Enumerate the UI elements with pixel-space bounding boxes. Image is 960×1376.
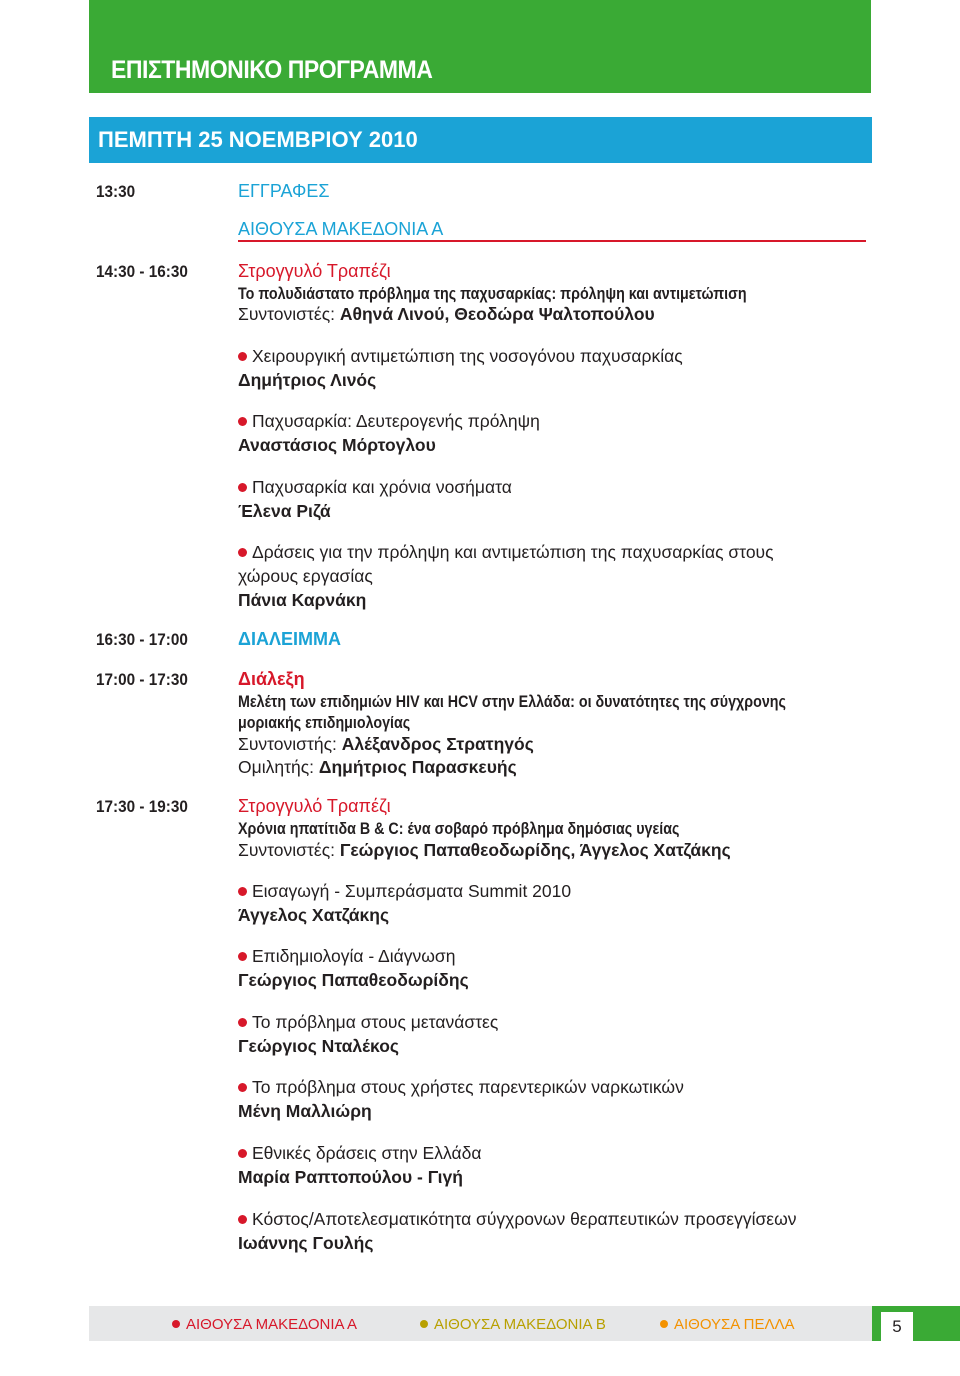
program-header-banner (89, 0, 871, 93)
talk-speaker: Ιωάννης Γουλής (238, 1233, 374, 1253)
bullet-icon (238, 1149, 247, 1158)
bullet-icon (238, 1083, 247, 1092)
legend-item-pella: ΑΙΘΟΥΣΑ ΠΕΛΛΑ (660, 1316, 795, 1333)
lecture-coordinator: Συντονιστής: Αλέξανδρος Στρατηγός (238, 734, 534, 754)
lecture-title-continued: μοριακής επιδημιολογίας (238, 713, 411, 732)
talk-title: Εισαγωγή - Συμπεράσματα Summit 2010 (238, 881, 571, 902)
talk-title: Το πρόβλημα στους χρήστες παρεντερικών ναρκωτικών (238, 1077, 684, 1098)
registration-time: 13:30 (96, 182, 136, 201)
talk-title: Εθνικές δράσεις στην Ελλάδα (238, 1143, 481, 1164)
bullet-icon (238, 952, 247, 961)
talk-title: Παχυσαρκία και χρόνια νοσήματα (238, 477, 512, 498)
lecture-time: 17:00 - 17:30 (96, 670, 188, 689)
legend-item-makedonia-b: ΑΙΘΟΥΣΑ ΜΑΚΕΔΟΝΙΑ Β (420, 1316, 606, 1333)
coordinators-label: Συντονιστές: (238, 304, 340, 324)
break-label: ΔΙΑΛΕΙΜΜΑ (238, 629, 341, 649)
bullet-icon (238, 548, 247, 557)
dot-icon (172, 1320, 180, 1328)
bullet-icon (238, 352, 247, 361)
bullet-icon (238, 1215, 247, 1224)
session2-title: Χρόνια ηπατίτιδα B & C: ένα σοβαρό πρόβλημα δημόσιας υγείας (238, 819, 680, 838)
day-header-banner (89, 117, 872, 163)
break-time: 16:30 - 17:00 (96, 630, 188, 649)
dot-icon (420, 1320, 428, 1328)
dot-icon (660, 1320, 668, 1328)
talk-speaker: Δημήτριος Λινός (238, 370, 377, 390)
bullet-icon (238, 1018, 247, 1027)
bullet-icon (238, 483, 247, 492)
session2-time: 17:30 - 19:30 (96, 797, 188, 816)
lecture-speaker: Ομιλητής: Δημήτριος Παρασκευής (238, 757, 517, 777)
talk-speaker: Έλενα Ριζά (238, 501, 331, 521)
talk-speaker: Πάνια Καρνάκη (238, 590, 367, 610)
day-title: ΠΕΜΠΤΗ 25 ΝΟΕΜΒΡΙΟΥ 2010 (98, 127, 418, 152)
talk-speaker: Γεώργιος Παπαθεοδωρίδης (238, 970, 469, 990)
talk-title: Χειρουργική αντιμετώπιση της νοσογόνου παχυσαρκίας (238, 346, 683, 367)
hall-heading-underline (238, 240, 866, 242)
talk-title: Παχυσαρκία: Δευτερογενής πρόληψη (238, 411, 540, 432)
coordinators-names: Αθηνά Λινού, Θεοδώρα Ψαλτοπούλου (339, 304, 655, 324)
registration-label: ΕΓΓΡΑΦΕΣ (238, 181, 330, 201)
talk-speaker: Μαρία Ραπτοπούλου - Γιγή (238, 1167, 463, 1187)
talk-speaker: Άγγελος Χατζάκης (238, 905, 390, 925)
session1-title: Το πολυδιάστατο πρόβλημα της παχυσαρκίας: πρόληψη και αντιμετώπιση (238, 284, 747, 303)
lecture-type: Διάλεξη (238, 669, 305, 689)
talk-speaker: Γεώργιος Νταλέκος (238, 1036, 399, 1056)
bullet-icon (238, 417, 247, 426)
session2-type: Στρογγυλό Τραπέζι (238, 796, 391, 816)
session1-coordinators (238, 304, 655, 325)
talk-title: Το πρόβλημα στους μετανάστες (238, 1012, 498, 1033)
hall-legend (89, 1306, 872, 1341)
session2-coordinators: Συντονιστές: Γεώργιος Παπαθεοδωρίδης, Άγγελος Χατζάκης (238, 840, 731, 860)
program-title: ΕΠΙΣΤΗΜΟΝΙΚΟ ΠΡΟΓΡΑΜΜΑ (111, 56, 433, 84)
lecture-title: Μελέτη των επιδημιών HIV και HCV στην Ελλάδα: οι δυνατότητες της σύγχρονης (238, 692, 786, 711)
talk-title: Κόστος/Αποτελεσματικότητα σύγχρονων θεραπευτικών προσεγγίσεων (238, 1209, 797, 1230)
legend-item-makedonia-a: ΑΙΘΟΥΣΑ ΜΑΚΕΔΟΝΙΑ Α (172, 1316, 357, 1333)
talk-speaker: Αναστάσιος Μόρτογλου (238, 435, 436, 455)
talk-speaker: Μένη Μαλλιώρη (238, 1101, 372, 1121)
session1-type: Στρογγυλό Τραπέζι (238, 261, 391, 281)
bullet-icon (238, 887, 247, 896)
talk-title: Επιδημιολογία - Διάγνωση (238, 946, 455, 967)
talk-title: Δράσεις για την πρόληψη και αντιμετώπιση της παχυσαρκίας στους (238, 542, 774, 563)
hall-heading: ΑΙΘΟΥΣΑ ΜΑΚΕΔΟΝΙΑ Α (238, 219, 444, 239)
session1-time: 14:30 - 16:30 (96, 262, 188, 281)
page-number: 5 (881, 1312, 913, 1341)
talk-title-continued: χώρους εργασίας (238, 566, 373, 586)
